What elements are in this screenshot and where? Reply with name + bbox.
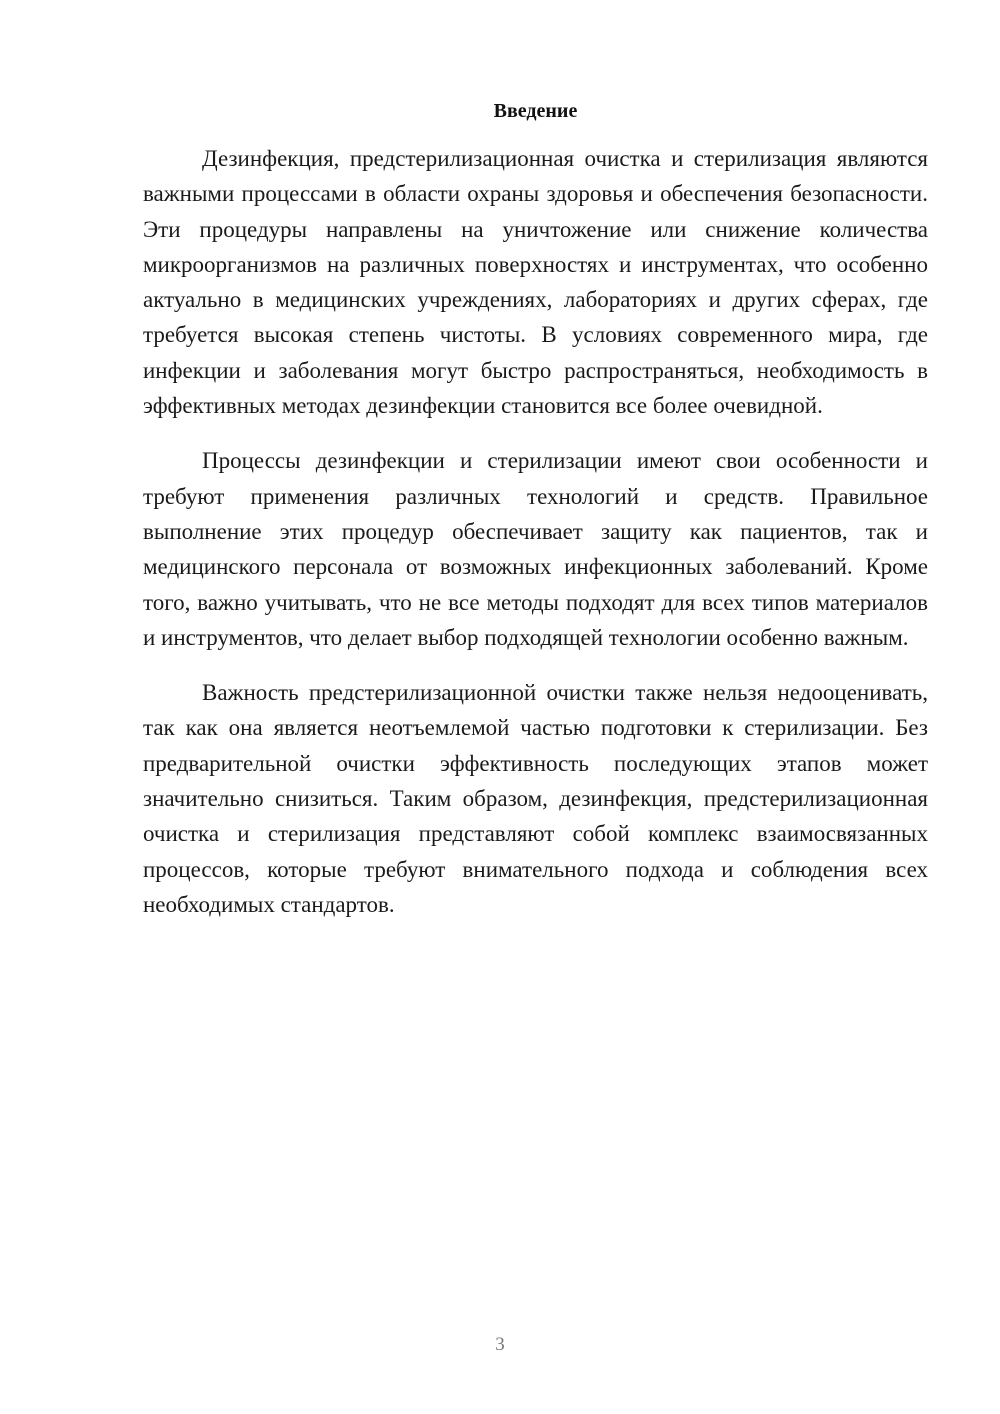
paragraph-1: Дезинфекция, предстерилизационная очистка и стерилизация являются важными процессами в области охраны здоровья и обеспечения безопасности. Эти процедуры направлены на уничтожение или снижение количества микроорганизмов на различных поверхностях и инструментах, что особенно актуально в медицинских учреждениях, лабораториях и других сферах, где требуется высокая степень чистоты. В условиях современного мира, где инфекции и заболевания могут быстро распространяться, необходимость в эффективных методах дезинфекции становится все более очевидной. [143, 146, 928, 419]
paragraph-2: Процессы дезинфекции и стерилизации имеют свои особенности и требуют применения различных технологий и средств. Правильное выполнение этих процедур обеспечивает защиту как пациентов, так и медицинского персонала от возможных инфекционных заболеваний. Кроме того, важно учитывать, что не все методы подходят для всех типов материалов и инструментов, что делает выбор подходящей технологии особенно важным. [143, 448, 928, 650]
page-number: 3 [495, 1334, 505, 1355]
paragraph-3: Важность предстерилизационной очистки также нельзя недооценивать, так как она является неотъемлемой частью подготовки к стерилизации. Без предварительной очистки эффективность последующих этапов может значительно снизиться. Таким образом, дезинфекция, предстерилизационная очистка и стерилизация представляют собой комплекс взаимосвязанных процессов, которые требуют внимательного подхода и соблюдения всех необходимых стандартов. [143, 680, 928, 917]
page-content [143, 93, 928, 922]
page-title: Введение [493, 100, 578, 122]
